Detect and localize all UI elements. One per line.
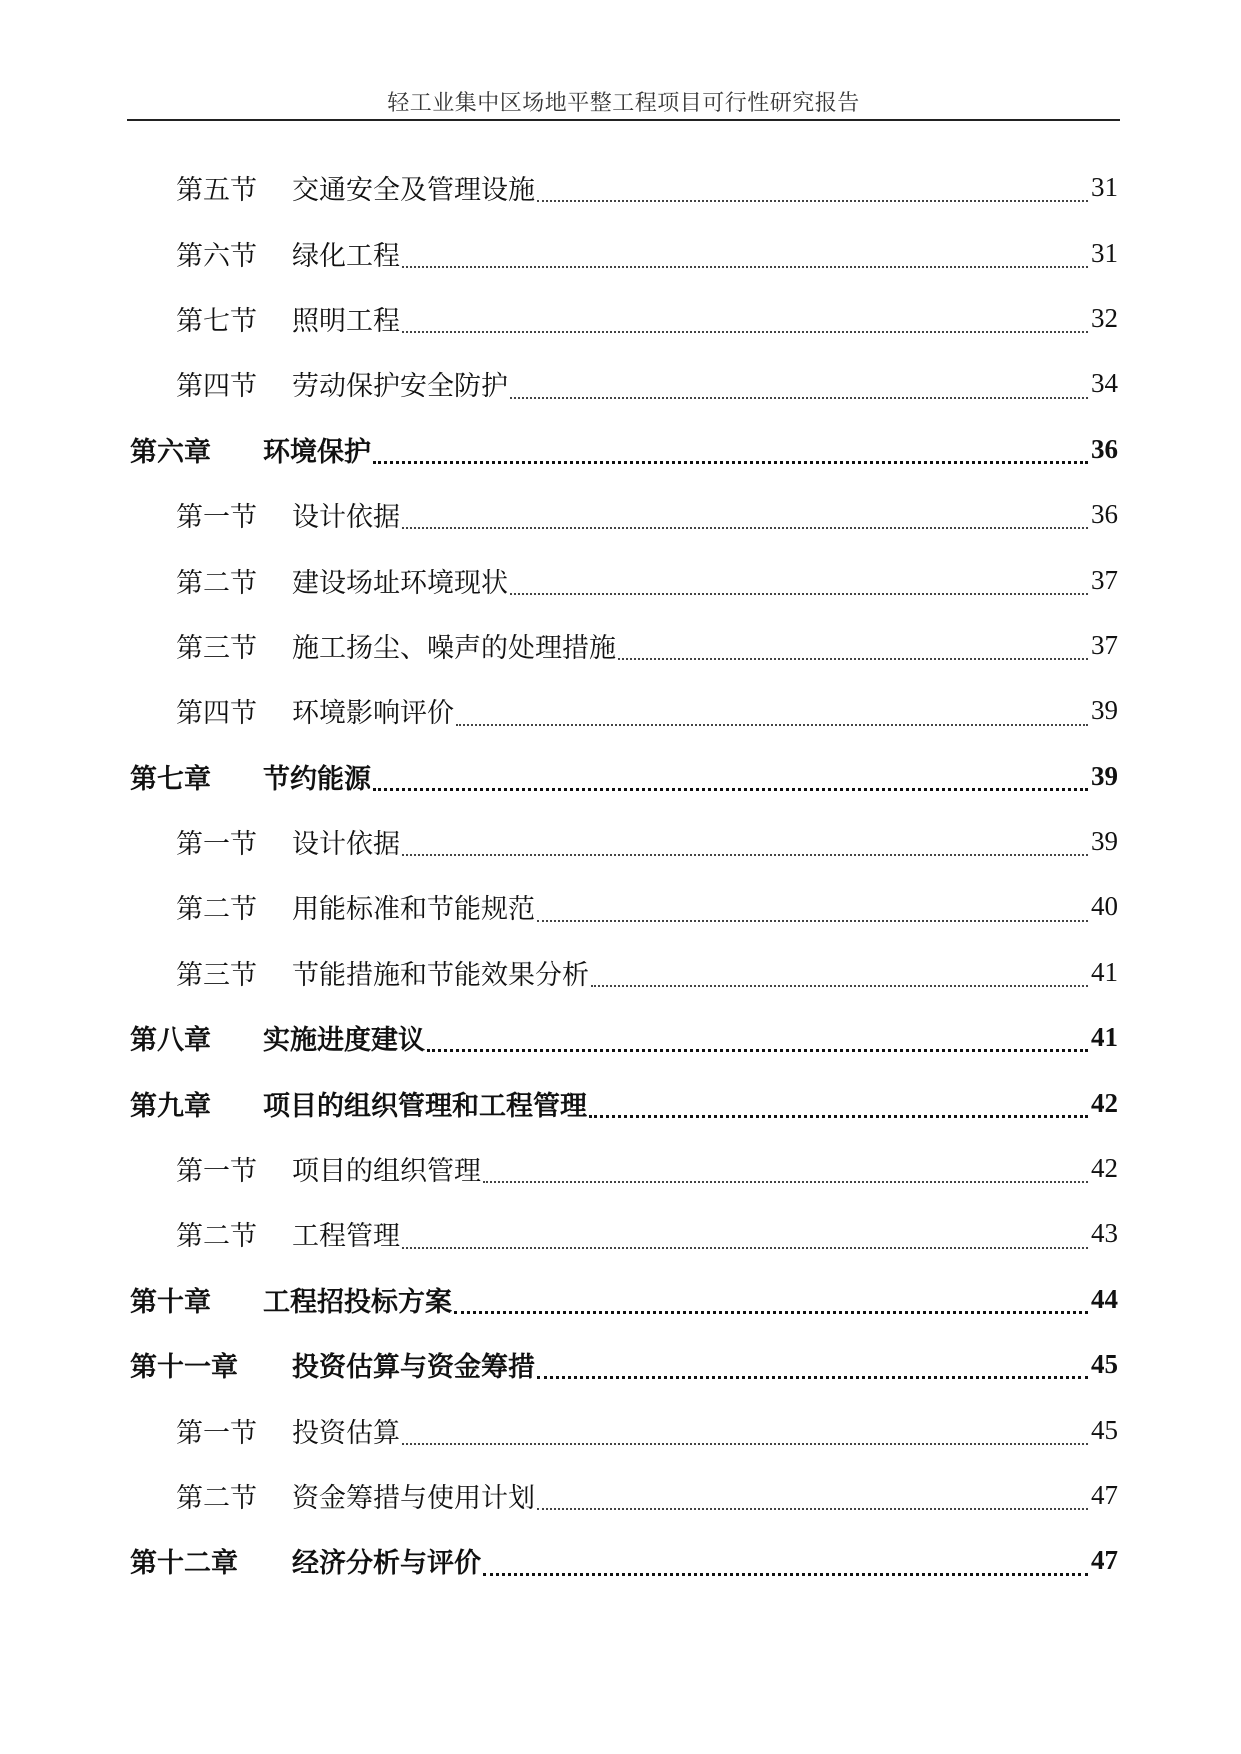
toc-entry-page-number: 44 — [1091, 1283, 1118, 1314]
toc-entry-page-number: 34 — [1091, 368, 1118, 399]
toc-entry-title: 设计依据 — [292, 829, 400, 861]
toc-dot-leader — [402, 1443, 1088, 1445]
toc-entry-number: 第一节 — [176, 1417, 257, 1449]
toc-entry-number: 第七章 — [130, 763, 211, 795]
toc-entry-number: 第十章 — [130, 1286, 211, 1318]
toc-entry-page-number: 39 — [1091, 826, 1118, 857]
toc-entry-page-number: 31 — [1091, 172, 1118, 203]
toc-entry-number: 第九章 — [130, 1090, 211, 1122]
toc-chapter-entry — [130, 1332, 1118, 1397]
toc-entry-title: 交通安全及管理设施 — [292, 175, 535, 207]
toc-section-entry — [130, 547, 1118, 612]
toc-entry-page-number: 42 — [1091, 1153, 1118, 1184]
toc-dot-leader — [618, 658, 1088, 660]
toc-entry-page-number: 45 — [1091, 1349, 1118, 1380]
toc-section-entry — [130, 351, 1118, 416]
toc-entry-page-number: 39 — [1091, 695, 1118, 726]
toc-entry-page-number: 37 — [1091, 629, 1118, 660]
toc-section-entry — [130, 678, 1118, 743]
toc-section-entry — [130, 1463, 1118, 1528]
toc-chapter-entry — [130, 417, 1118, 482]
toc-entry-page-number: 45 — [1091, 1414, 1118, 1445]
toc-section-entry — [130, 940, 1118, 1005]
toc-dot-leader — [402, 266, 1088, 268]
toc-chapter-entry — [130, 744, 1118, 809]
toc-dot-leader — [510, 593, 1088, 595]
toc-entry-page-number: 42 — [1091, 1087, 1118, 1118]
toc-dot-leader — [402, 527, 1088, 529]
toc-entry-title: 资金筹措与使用计划 — [292, 1483, 535, 1514]
toc-entry-page-number: 31 — [1091, 237, 1118, 268]
toc-dot-leader — [373, 461, 1088, 464]
toc-entry-page-number: 41 — [1091, 1022, 1118, 1053]
toc-entry-number: 第四节 — [176, 698, 257, 730]
toc-section-entry — [130, 1136, 1118, 1201]
header-rule — [127, 119, 1120, 121]
toc-entry-number: 第一节 — [176, 1156, 257, 1188]
toc-entry-page-number: 47 — [1091, 1545, 1118, 1576]
toc-entry-number: 第六节 — [176, 240, 257, 272]
toc-entry-title: 用能标准和节能规范 — [292, 894, 535, 926]
toc-entry-number: 第二节 — [176, 1221, 257, 1253]
toc-dot-leader — [483, 1573, 1088, 1576]
toc-entry-title: 绿化工程 — [292, 240, 400, 272]
toc-entry-number: 第三节 — [176, 959, 257, 991]
toc-entry-title: 投资估算 — [292, 1417, 400, 1449]
toc-section-entry — [130, 1397, 1118, 1462]
toc-entry-title: 环境保护 — [263, 436, 371, 468]
toc-dot-leader — [537, 1376, 1088, 1379]
toc-dot-leader — [537, 200, 1088, 202]
toc-entry-title: 项目的组织管理和工程管理 — [263, 1090, 587, 1122]
toc-entry-title: 施工扬尘、噪声的处理措施 — [292, 632, 616, 664]
toc-dot-leader — [589, 1115, 1088, 1118]
toc-entry-number: 第二节 — [176, 1483, 257, 1514]
table-of-contents — [130, 155, 1118, 1594]
toc-dot-leader — [483, 1181, 1088, 1183]
toc-entry-page-number: 32 — [1091, 302, 1118, 333]
toc-section-entry — [130, 613, 1118, 678]
toc-dot-leader — [402, 331, 1088, 333]
toc-entry-number: 第六章 — [130, 436, 211, 468]
toc-dot-leader — [537, 920, 1088, 922]
toc-entry-page-number: 36 — [1091, 433, 1118, 464]
toc-entry-number: 第十一章 — [130, 1352, 238, 1384]
toc-entry-title: 节约能源 — [263, 763, 371, 795]
toc-entry-title: 投资估算与资金筹措 — [292, 1352, 535, 1384]
toc-dot-leader — [537, 1508, 1088, 1510]
running-header: 轻工业集中区场地平整工程项目可行性研究报告 — [387, 91, 860, 116]
toc-section-entry — [130, 220, 1118, 285]
toc-entry-number: 第八章 — [130, 1025, 211, 1057]
toc-entry-title: 劳动保护安全防护 — [292, 371, 508, 403]
toc-section-entry — [130, 155, 1118, 220]
toc-entry-page-number: 40 — [1091, 891, 1118, 922]
toc-chapter-entry — [130, 1070, 1118, 1135]
toc-dot-leader — [402, 854, 1088, 856]
toc-entry-page-number: 43 — [1091, 1218, 1118, 1249]
toc-entry-title: 照明工程 — [292, 305, 400, 337]
toc-entry-title: 工程管理 — [292, 1221, 400, 1253]
toc-section-entry — [130, 482, 1118, 547]
toc-chapter-entry — [130, 1528, 1118, 1593]
toc-entry-title: 节能措施和节能效果分析 — [292, 959, 589, 991]
toc-chapter-entry — [130, 1267, 1118, 1332]
toc-entry-number: 第一节 — [176, 829, 257, 861]
toc-entry-page-number: 47 — [1091, 1480, 1118, 1510]
toc-section-entry — [130, 874, 1118, 939]
toc-entry-number: 第五节 — [176, 175, 257, 207]
toc-entry-number: 第十二章 — [130, 1548, 238, 1580]
toc-entry-title: 建设场址环境现状 — [292, 567, 508, 599]
toc-dot-leader — [427, 1049, 1088, 1052]
toc-entry-number: 第一节 — [176, 502, 257, 534]
toc-dot-leader — [373, 788, 1088, 791]
toc-chapter-entry — [130, 1005, 1118, 1070]
toc-dot-leader — [402, 1247, 1088, 1249]
toc-entry-page-number: 36 — [1091, 499, 1118, 530]
toc-entry-title: 设计依据 — [292, 502, 400, 534]
toc-entry-number: 第七节 — [176, 305, 257, 337]
toc-dot-leader — [454, 1311, 1088, 1314]
toc-entry-number: 第二节 — [176, 894, 257, 926]
toc-entry-title: 环境影响评价 — [292, 698, 454, 730]
toc-dot-leader — [591, 985, 1088, 987]
toc-entry-page-number: 39 — [1091, 760, 1118, 791]
toc-section-entry — [130, 286, 1118, 351]
toc-dot-leader — [510, 397, 1088, 399]
toc-entry-title: 经济分析与评价 — [292, 1548, 481, 1580]
toc-entry-page-number: 41 — [1091, 956, 1118, 987]
toc-entry-title: 工程招投标方案 — [263, 1286, 452, 1318]
toc-section-entry — [130, 1201, 1118, 1266]
toc-entry-title: 实施进度建议 — [263, 1025, 425, 1057]
toc-entry-number: 第二节 — [176, 567, 257, 599]
toc-entry-page-number: 37 — [1091, 564, 1118, 595]
toc-entry-number: 第三节 — [176, 632, 257, 664]
toc-entry-number: 第四节 — [176, 371, 257, 403]
toc-entry-title: 项目的组织管理 — [292, 1156, 481, 1188]
toc-dot-leader — [456, 724, 1088, 726]
toc-section-entry — [130, 809, 1118, 874]
